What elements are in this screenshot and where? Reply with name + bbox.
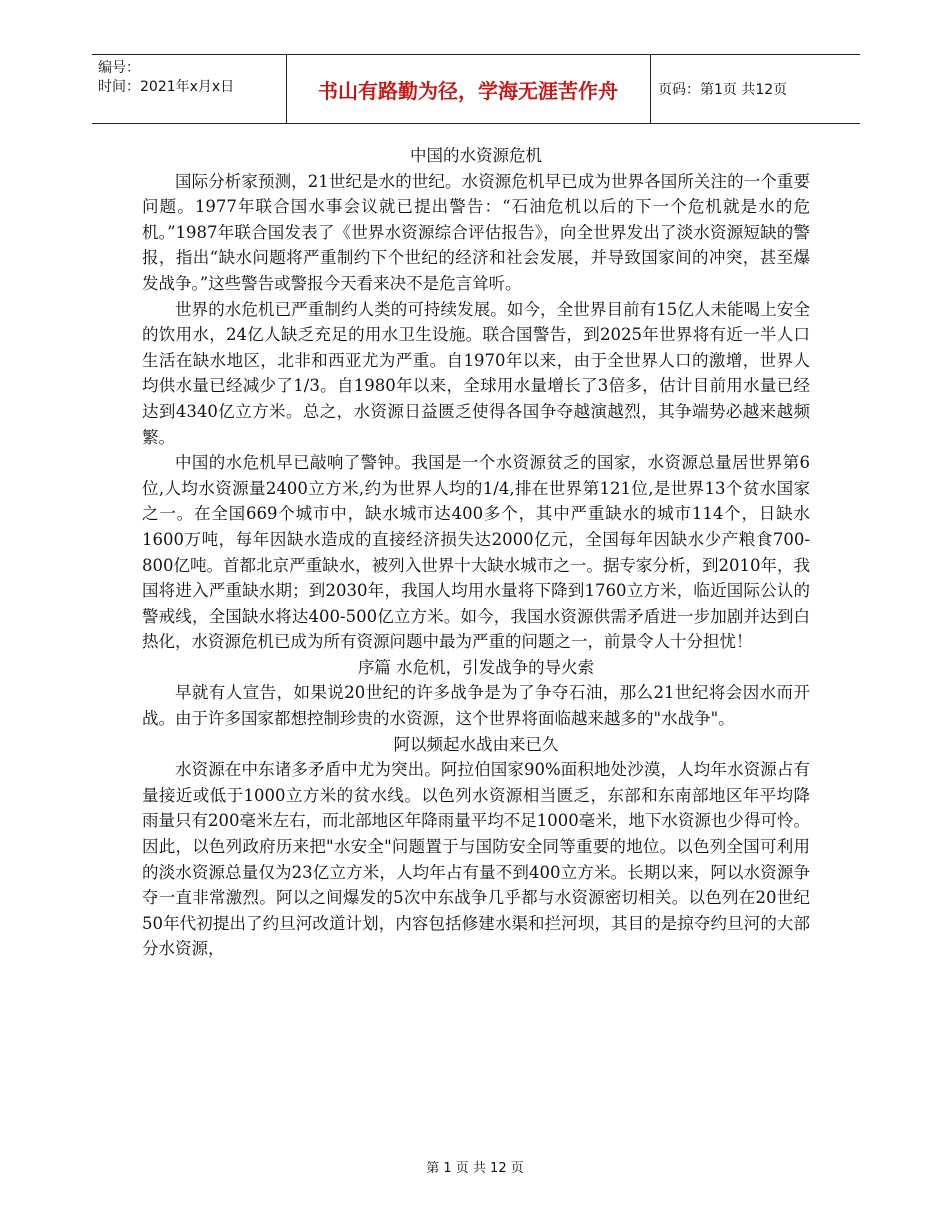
article-body: [142, 143, 810, 962]
header-motto: 书山有路勤为径，学海无涯苦作舟: [318, 78, 618, 103]
header-divider: [286, 55, 287, 123]
paragraph: 中国的水危机早已敲响了警钟。我国是一个水资源贫乏的国家，水资源总量居世界第6位,人均水资源量2400立方米,约为世界人均的1/4,排在世界第121位,是世界13个贫水国家之一。在全国669个城市中，缺水城市达400多个，其中严重缺水的城市114个，日缺水1600万吨，每年因缺水造成的直接经济损失达2000亿元，全国每年因缺水少产粮食700-800亿吨。首都北京严重缺水，被列入世界十大缺水城市之一。据专家分析，到2010年，我国将进入严重缺水期；到2030年，我国人均用水量将下降到1760立方米，临近国际公认的警戒线，全国缺水将达400-500亿立方米。如今，我国水资源供需矛盾进一步加剧并达到白热化，水资源危机已成为所有资源问题中最为严重的问题之一，前景令人十分担忧！: [142, 453, 810, 652]
time-label: 时间：2021年x月x日: [98, 79, 235, 95]
paragraph: 世界的水危机已严重制约人类的可持续发展。如今，全世界目前有15亿人未能喝上安全的饮用水，24亿人缺乏充足的用水卫生设施。联合国警告，到2025年世界将有近一半人口生活在缺水地区，北非和西亚尤为严重。自1970年以来，由于全世界人口的激增，世界人均供水量已经减少了1/3。自1980年以来，全球用水量增长了3倍多，估计目前用水量已经达到4340亿立方米。总之，水资源日益匮乏使得各国争夺越演越烈，其争端势必越来越频繁。: [142, 299, 810, 447]
paragraph: 早就有人宣告，如果说20世纪的许多战争是为了争夺石油，那么21世纪将会因水而开战。由于许多国家都想控制珍贵的水资源，这个世界将面临越来越多的"水战争"。: [142, 683, 810, 729]
header-divider: [650, 55, 651, 123]
paragraph: 国际分析家预测，21世纪是水的世纪。水资源危机早已成为世界各国所关注的一个重要问题。1977年联合国水事会议就已提出警告：“石油危机以后的下一个危机就是水的危机。”1987年联合国发表了《世界水资源综合评估报告》，向全世界发出了淡水资源短缺的警报，指出“缺水问题将严重制约下个世纪的经济和社会发展，并导致国家间的冲突，甚至爆发战争。”这些警告或警报今天看来决不是危言耸听。: [142, 171, 810, 293]
header-page-number: 页码：第1页 共12页: [658, 82, 788, 98]
document-header: [92, 54, 860, 124]
header-meta: [98, 59, 234, 97]
paragraph: 水资源在中东诸多矛盾中尤为突出。阿拉伯国家90%面积地处沙漠，人均年水资源占有量接近或低于1000立方米的贫水线。以色列水资源相当匮乏，东部和东南部地区年平均降雨量只有200毫米左右，而北部地区年降雨量平均不足1000毫米，地下水资源也少得可怜。因此，以色列政府历来把"水安全"问题置于与国防安全同等重要的地位。以色列全国可利用的淡水资源总量仅为23亿立方米，人均年占有量不到400立方米。长期以来，阿以水资源争夺一直非常激烈。阿以之间爆发的5次中东战争几乎都与水资源密切相关。以色列在20世纪50年代初提出了约旦河改道计划，内容包括修建水渠和拦河坝，其目的是掠夺约旦河的大部分水资源，: [142, 760, 810, 959]
page-footer: 第 1 页 共 12 页: [426, 1161, 524, 1176]
article-title: 中国的水资源危机: [410, 146, 542, 165]
section-title: 阿以频起水战由来已久: [393, 734, 559, 754]
section-title: 序篇 水危机，引发战争的导火索: [357, 657, 595, 677]
number-label: 编号：: [98, 60, 140, 76]
